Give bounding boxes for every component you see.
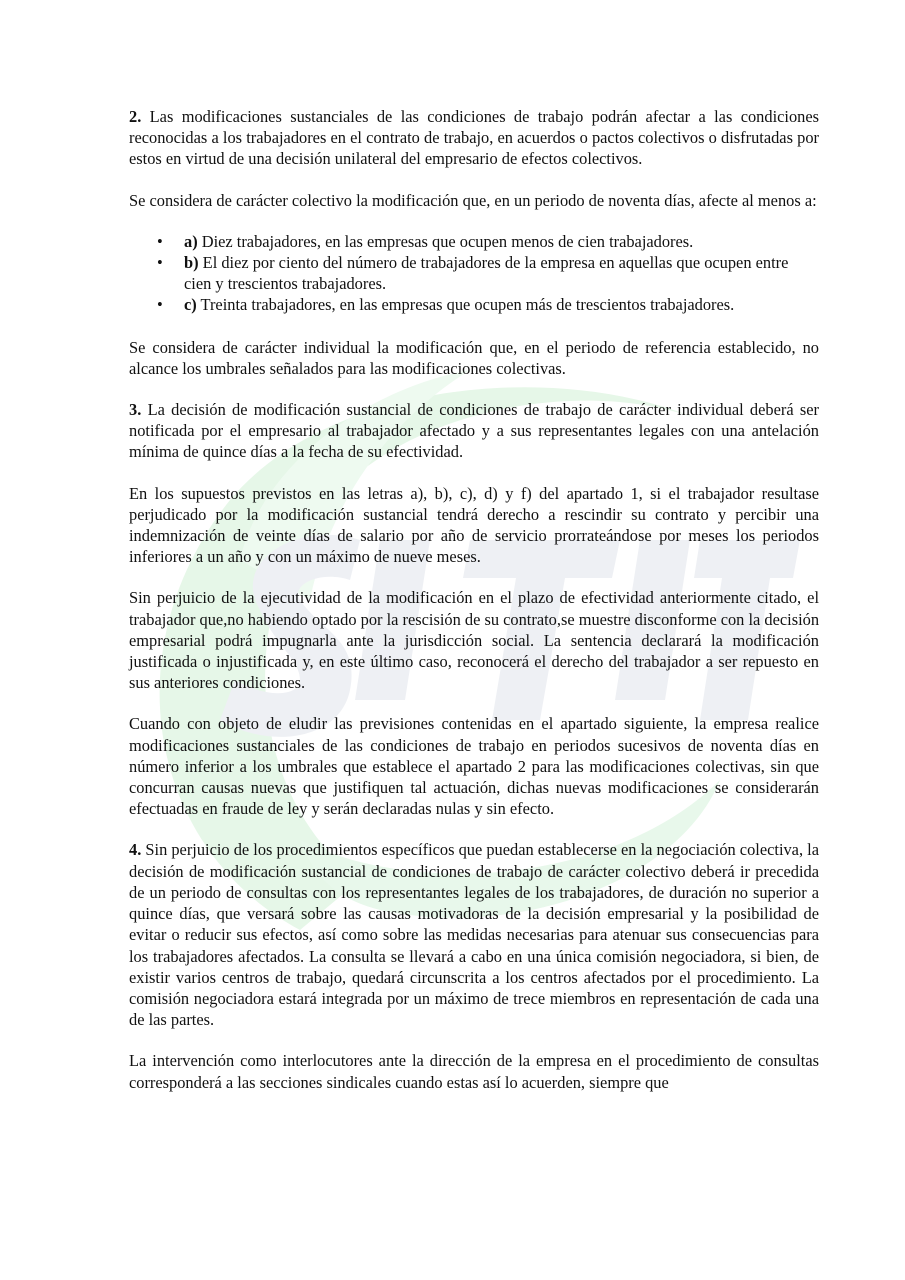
- paragraph-text: Sin perjuicio de los procedimientos específicos que puedan establecerse en la negociación colectiva, la decisión de modificación sustancial de condiciones de trabajo de carácter colectivo deberá ir precedida de un periodo de consultas con los representantes legales de los trabajadores, de duración no superior a quince días, que versará sobre las causas motivadoras de la decisión empresarial y la posibilidad de evitar o reducir sus efectos, así como sobre las medidas necesarias para atenuar sus consecuencias para los trabajadores afectados. La consulta se llevará a cabo en una única comisión negociadora, si bien, de existir varios centros de trabajo, quedará circunscrita a los centros afectados por el procedimiento. La comisión negociadora estará integrada por un máximo de trece miembros en representación de cada una de las partes.: [129, 840, 819, 1030]
- intervention-paragraph: La intervención como interlocutores ante la dirección de la empresa en el procedimiento de consultas corresponderá a las secciones sindicales cuando estas así lo acuerden, siempre que: [129, 1051, 819, 1092]
- bullet-icon: •: [157, 295, 163, 315]
- list-item-text: El diez por ciento del número de trabajadores de la empresa en aquellas que ocupen entre cien y trescientos trabajadores.: [184, 253, 789, 294]
- section-3-paragraph: [129, 399, 819, 463]
- thresholds-list: [129, 231, 819, 316]
- section-number: 2.: [129, 107, 142, 126]
- list-item-label: c): [184, 295, 197, 315]
- bullet-icon: •: [157, 231, 163, 251]
- collective-intro-paragraph: Se considera de carácter colectivo la modificación que, en un periodo de noventa días, afecte al menos a:: [129, 190, 817, 210]
- list-item-text: Treinta trabajadores, en las empresas que ocupen más de trescientos trabajadores.: [196, 295, 735, 315]
- individual-definition-paragraph: Se considera de carácter individual la modificación que, en el periodo de referencia establecido, no alcance los umbrales señalados para las modificaciones colectivas.: [129, 337, 819, 378]
- list-item: [157, 231, 819, 252]
- paragraph-text: Las modificaciones sustanciales de las condiciones de trabajo podrán afectar a las condiciones reconocidas a los trabajadores en el contrato de trabajo, en acuerdos o pactos colectivos o disfrutadas por estos en virtud de una decisión unilateral del empresario de efectos colectivos.: [129, 107, 819, 169]
- list-item: [157, 252, 819, 294]
- rescind-paragraph: En los supuestos previstos en las letras a), b), c), d) y f) del apartado 1, si el trabajador resultase perjudicado por la modificación sustancial tendrá derecho a rescindir su contrato y percibir una indemnización de veinte días de salario por año de servicio prorrateándose por meses los periodos inferiores a un año y con un máximo de nueve meses.: [129, 483, 819, 567]
- paragraph-text: La decisión de modificación sustancial de condiciones de trabajo de carácter individual deberá ser notificada por el empresario al trabajador afectado y a sus representantes legales con una antelación mínima de quince días a la fecha de su efectividad.: [129, 400, 819, 462]
- list-item-label: b): [184, 253, 199, 273]
- list-item-label: a): [184, 231, 198, 251]
- section-2-paragraph: [129, 106, 819, 170]
- bullet-icon: •: [157, 253, 163, 273]
- fraud-paragraph: Cuando con objeto de eludir las previsiones contenidas en el apartado siguiente, la empresa realice modificaciones sustanciales de las condiciones de trabajo en periodos sucesivos de noventa días en número inferior a los umbrales que establece el apartado 2 para las modificaciones colectivas, sin que concurran causas nuevas que justifiquen tal actuación, dichas nuevas modificaciones se considerarán efectuadas en fraude de ley y serán declaradas nulas y sin efecto.: [129, 714, 819, 819]
- list-item: [157, 294, 819, 315]
- document-page: [129, 106, 819, 1093]
- challenge-paragraph: Sin perjuicio de la ejecutividad de la modificación en el plazo de efectividad anteriormente citado, el trabajador que,no habiendo optado por la rescisión de su contrato,se muestre disconforme con la decisión empresarial podrá impugnarla ante la jurisdicción social. La sentencia declarará la modificación justificada o injustificada y, en este último caso, reconocerá el derecho del trabajador a ser repuesto en sus anteriores condiciones.: [129, 588, 820, 693]
- section-number: 4.: [129, 840, 142, 860]
- list-item-text: Diez trabajadores, en las empresas que ocupen menos de cien trabajadores.: [197, 231, 694, 251]
- section-4-paragraph: [129, 839, 819, 1030]
- section-number: 3.: [129, 400, 142, 420]
